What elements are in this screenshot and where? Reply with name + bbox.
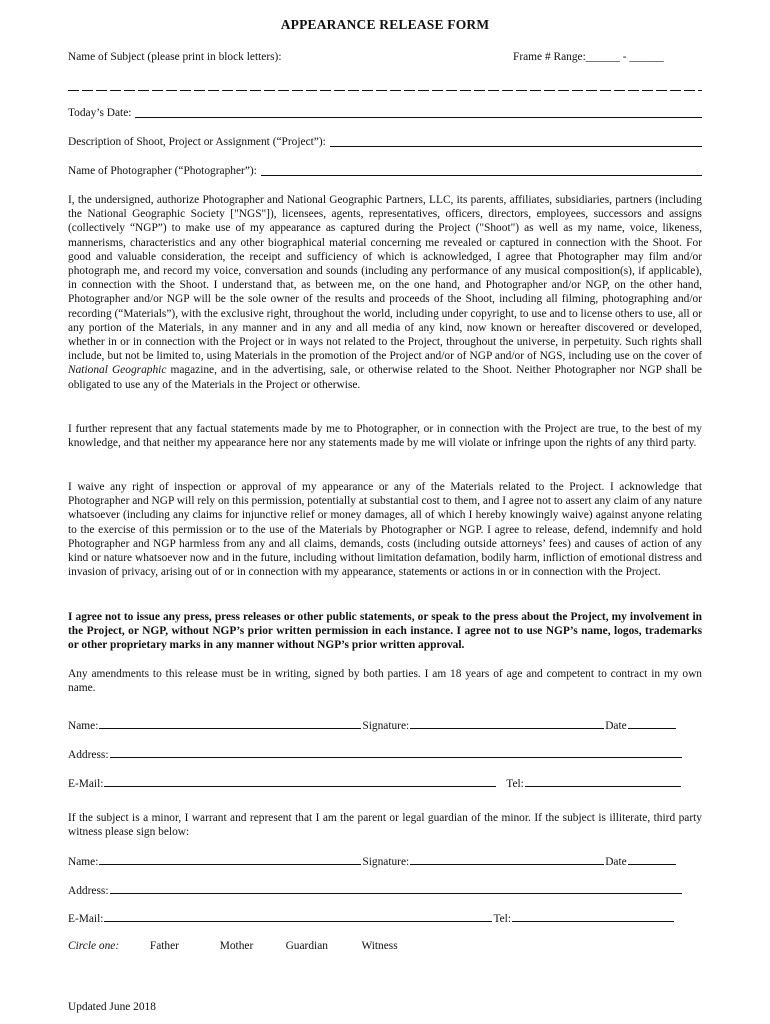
sig1-contact-row: [68, 775, 682, 791]
sig2-address-row: [68, 882, 683, 898]
representation-paragraph: I further represent that any factual statements made by me to Photographer, or in connection with the Project are true, to the best of my knowledge, and that neither my appearance here nor any statements made by me will violate or infringe upon the rights of any third party.: [68, 423, 702, 450]
todays-date-field[interactable]: [135, 105, 702, 118]
sig2-email-label: E-Mail:: [68, 913, 104, 925]
authorization-text-a: I, the undersigned, authorize Photographer and National Geographic Partners, LLC, its parents, affiliates, subsidiaries, partners (including the National Geographic Society ["NGS"]), licensees, agents, representatives, officers, directors, employees, successors and assigns (collectively “NGP”) to make use of my appearance as captured during the Project ("Shoot") as well as my name, voice, likeness, mannerisms, characteristics and any other biographical material concerning me revealed or captured in connection with the Shoot. For good and valuable consideration, the receipt and sufficiency of which is acknowledged, I agree that Photographer may film and/or photograph me, and record my voice, conversation and sounds (including any performance of any musical composition(s), if applicable), in connection with the Shoot. I understand that, as between me, on the one hand, and Photographer and/or NGP, on the other hand, Photographer and/or NGP will be the sole owner of the results and proceeds of the Shoot, including all filming, photographing and/or recording (“Materials”), with the exclusive right, throughout the world, including under copyright, to use and to license others to use, all or any portion of the Materials, in any manner and in any and all media of any kind, now known or hereafter discovered or developed, whether in or in connection with the Project or in ways not related to the Project, throughout the universe, in perpetuity. Such rights shall include, but not be limited to, using Materials in the promotion of the Project and/or of NGP and/or of NGS, including use on the cover of: [68, 194, 702, 363]
waiver-paragraph: I waive any right of inspection or approval of my appearance or any of the Materials related to the Project. I acknowledge that Photographer and NGP will rely on this permission, potentially at substantial cost to them, and I agree not to assert any claim of any nature whatsoever (including any claims for injunctive relief or money damages, all of which I hereby knowingly waive) against anyone relating to the exercise of this permission or to the use of the Materials by Photographer or NGP. I agree to release, defend, indemnify and hold Photographer and NGP harmless from any and all claims, demands, costs (including outside attorneys’ fees) and causes of action of any kind or nature whatsoever now and in the future, including without limitation defamation, bodily harm, infliction of emotional distress and invasion of privacy, arising out of or in connection with my appearance, statements or actions in or in connection with the Project.: [68, 481, 702, 579]
amendments-paragraph: Any amendments to this release must be in writing, signed by both parties. I am 18 years of age and competent to contract in my own name.: [68, 668, 702, 695]
todays-date-row: [68, 105, 702, 120]
frame-range-label[interactable]: Frame # Range:______ - ______: [513, 51, 664, 63]
sig2-signature-field[interactable]: [410, 853, 604, 865]
sig2-email-field[interactable]: [104, 910, 492, 922]
sig2-tel-field[interactable]: [512, 910, 674, 922]
circle-one-row: [68, 939, 398, 953]
sig2-address-field[interactable]: [110, 882, 682, 894]
footer-updated: Updated June 2018: [68, 1001, 156, 1013]
subject-name-field[interactable]: [68, 90, 702, 91]
photographer-row: [68, 163, 702, 178]
sig2-name-row: [68, 853, 677, 869]
sig1-tel-label: Tel:: [506, 778, 524, 790]
sig2-tel-label: Tel:: [493, 913, 511, 925]
description-field[interactable]: [330, 134, 702, 147]
sig1-name-row: [68, 717, 677, 733]
authorization-text-b: magazine, and in the advertising, sale, or otherwise related to the Shoot. Neither Photographer nor NGP shall be obligated to use any of the Materials in the Project or otherwise.: [68, 364, 702, 391]
sig1-address-row: [68, 746, 683, 762]
sig1-address-label: Address:: [68, 749, 109, 761]
minor-paragraph: If the subject is a minor, I warrant and represent that I am the parent or legal guardian of the minor. If the subject is illiterate, third party witness please sign below:: [68, 812, 702, 839]
option-guardian[interactable]: Guardian: [285, 940, 328, 952]
todays-date-label: Today’s Date:: [68, 106, 132, 119]
sig1-email-label: E-Mail:: [68, 778, 104, 790]
sig1-date-label: Date: [605, 720, 627, 732]
magazine-name: National Geographic: [68, 364, 167, 377]
sig1-name-label: Name:: [68, 720, 99, 732]
sig2-date-field[interactable]: [628, 853, 676, 865]
sig2-contact-row: [68, 910, 675, 926]
sig1-tel-field[interactable]: [525, 775, 681, 787]
sig2-name-field[interactable]: [99, 853, 361, 865]
subject-name-label: Name of Subject (please print in block letters):: [68, 51, 282, 63]
photographer-label: Name of Photographer (“Photographer”):: [68, 164, 257, 177]
authorization-paragraph: [68, 193, 702, 392]
option-father[interactable]: Father: [149, 940, 179, 952]
sig2-signature-label: Signature:: [362, 856, 410, 868]
sig1-signature-field[interactable]: [410, 717, 604, 729]
description-row: [68, 134, 702, 149]
circle-one-label: Circle one:: [68, 940, 120, 952]
description-label: Description of Shoot, Project or Assignment (“Project”):: [68, 135, 326, 148]
sig1-date-field[interactable]: [628, 717, 676, 729]
form-title: APPEARANCE RELEASE FORM: [280, 17, 490, 32]
sig2-date-label: Date: [605, 856, 627, 868]
option-mother[interactable]: Mother: [219, 940, 254, 952]
sig1-address-field[interactable]: [110, 746, 682, 758]
press-paragraph: I agree not to issue any press, press releases or other public statements, or speak to the press about the Project, my involvement in the Project, or NGP, without NGP’s prior written permission in each instance. I agree not to use NGP’s name, logos, trademarks or other proprietary marks in any manner without NGP’s prior written approval.: [68, 611, 702, 652]
sig1-name-field[interactable]: [99, 717, 361, 729]
sig1-signature-label: Signature:: [362, 720, 410, 732]
sig2-name-label: Name:: [68, 856, 99, 868]
option-witness[interactable]: Witness: [361, 940, 398, 952]
sig2-address-label: Address:: [68, 885, 109, 897]
photographer-field[interactable]: [261, 163, 702, 176]
sig1-email-field[interactable]: [104, 775, 496, 787]
